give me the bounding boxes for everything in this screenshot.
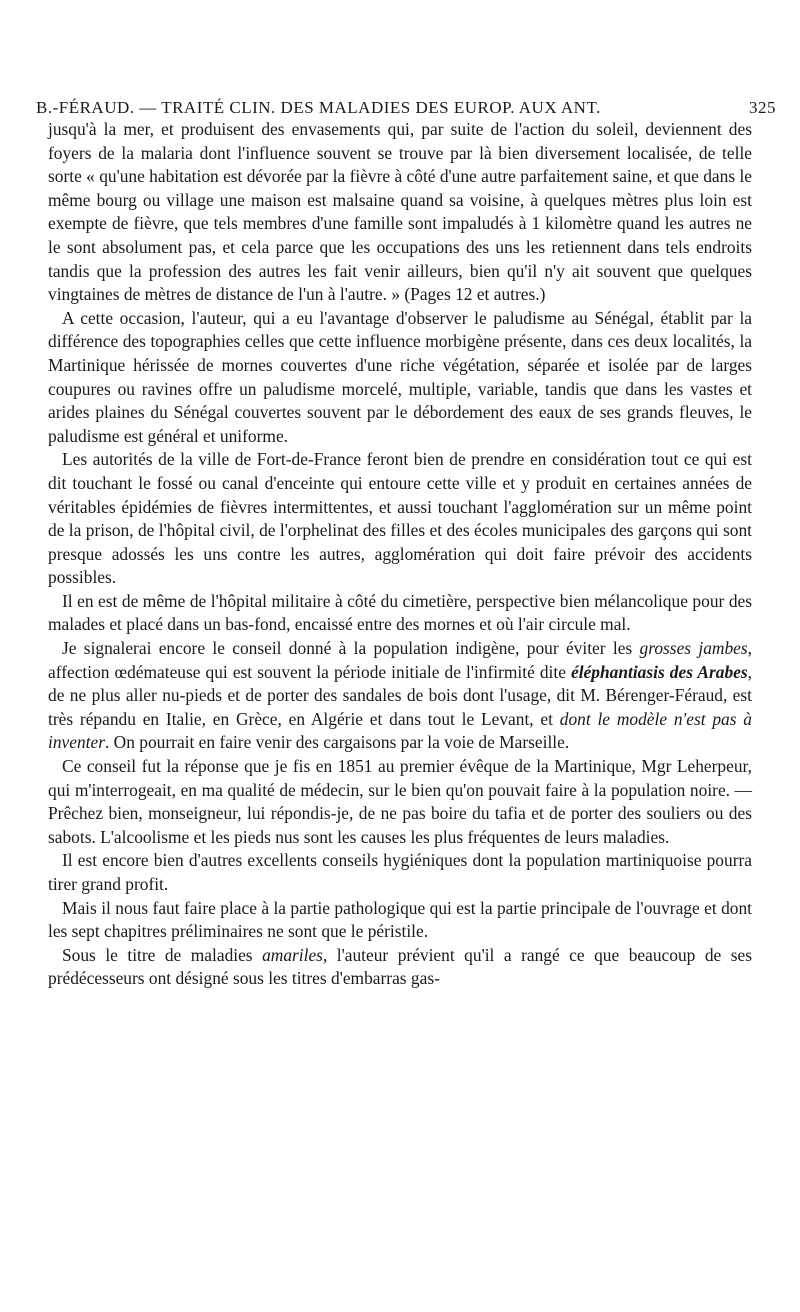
paragraph-5-bold-italic: éléphantiasis des Arabes xyxy=(571,661,748,682)
paragraph-5-text-1: Je signalerai encore le conseil donné à la population indigène, pour éviter les xyxy=(62,638,640,659)
paragraph-5-text-3: , de ne plus aller nu-pieds et de porter des sandales de bois dont l'usage, dit M. Bérenger-Féraud, est très répandu en Italie, en Grèce, en Algérie et dans tout le Levant, et xyxy=(48,661,752,729)
page-number: 325 xyxy=(749,98,776,117)
paragraph-5-italic-1: grosses jambes xyxy=(639,638,748,659)
paragraph-9-text-1: Sous le titre de maladies xyxy=(62,944,263,965)
paragraph-6: Ce conseil fut la réponse que je fis en 1851 au premier évêque de la Martinique, Mgr Leherpeur, qui m'interrogeait, en ma qualité de médecin, sur le bien qu'on pouvait faire à la population noire. — Prêchez bien, monseigneur, lui répondis-je, de ne pas boire du tafia et de porter des souliers ou des sabots. L'alcoolisme et les pieds nus sont les causes les plus fréquentes de leurs maladies. xyxy=(48,756,752,847)
paragraph-4: Il en est de même de l'hôpital militaire à côté du cimetière, perspective bien mélancolique pour des malades et placé dans un bas-fond, encaissé entre des mornes et où l'air circule mal. xyxy=(48,590,752,635)
paragraph-9-italic: amariles xyxy=(262,944,323,965)
paragraph-9 xyxy=(48,944,752,991)
paragraph-1: jusqu'à la mer, et produisent des envasements qui, par suite de l'action du soleil, deviennent des foyers de la malaria dont l'influence souvent se trouve par là bien diversement localisée, de telle sorte « qu'une habitation est dévorée par la fièvre à côté d'une autre parfaitement saine, et que dans le même bourg ou village une maison est malsaine quand sa voisine, à quelques mètres plus loin est exempte de fièvre, que tels membres d'une famille sont impaludés à 1 kilomètre quand les autres ne le sont absolument pas, et cela parce que les occupations des uns les retiennent dans tels endroits tandis que la profession des autres les fait venir ailleurs, bien qu'il n'y ait souvent que quelques vingtaines de mètres de distance de l'un à l'autre. » (Pages 12 et autres.) xyxy=(48,119,753,305)
paragraph-5-italic-2: dont le modèle n'est pas à inventer xyxy=(48,708,752,753)
paragraph-5 xyxy=(48,637,752,755)
paragraph-7: Il est encore bien d'autres excellents conseils hygiéniques dont la population martiniquoise pourra tirer grand profit. xyxy=(48,850,752,894)
paragraph-8: Mais il nous faut faire place à la partie pathologique qui est la partie principale de l'ouvrage et dont les sept chapitres préliminaires ne sont que le péristile. xyxy=(48,897,752,942)
paragraph-2: A cette occasion, l'auteur, qui a eu l'avantage d'observer le paludisme au Sénégal, établit par la différence des topographies celles que cette influence morbigène présente, dans ces deux localités, la Martinique hérissée de mornes couvertes d'une riche végétation, séparée et isolée par de larges coupures ou ravines offre un paludisme morcelé, multiple, variable, tandis que dans les vastes et arides plaines du Sénégal couvertes souvent par le débordement des eaux de ses grands fleuves, le paludisme est général et uniforme. xyxy=(48,307,752,446)
paragraph-9-text-2: , l'auteur prévient qu'il a rangé ce que beaucoup de ses prédécesseurs ont désigné sous les titres d'embarras gas- xyxy=(48,944,752,989)
paragraph-5-text-4: . On pourrait en faire venir des cargaisons par la voie de Marseille. xyxy=(104,732,570,753)
paragraph-5-text-2: , affection œdémateuse qui est souvent la période initiale de l'infirmité dite xyxy=(48,638,752,682)
body-text xyxy=(48,110,752,991)
running-title: B.-FÉRAUD. — TRAITÉ CLIN. DES MALADIES DES EUROP. AUX ANT. xyxy=(36,98,601,117)
paragraph-3: Les autorités de la ville de Fort-de-France feront bien de prendre en considération tout ce qui est dit touchant le fossé ou canal d'enceinte qui entoure cette ville et y produit en certaines années de véritables épidémies de fièvres intermittentes, et aussi touchant l'agglomération sur un même point de la prison, de l'hôpital civil, de l'orphelinat des filles et des écoles municipales des garçons qui sont presque adossés les uns contre les autres, agglomération qui doit faire prévoir des accidents possibles. xyxy=(48,449,752,588)
